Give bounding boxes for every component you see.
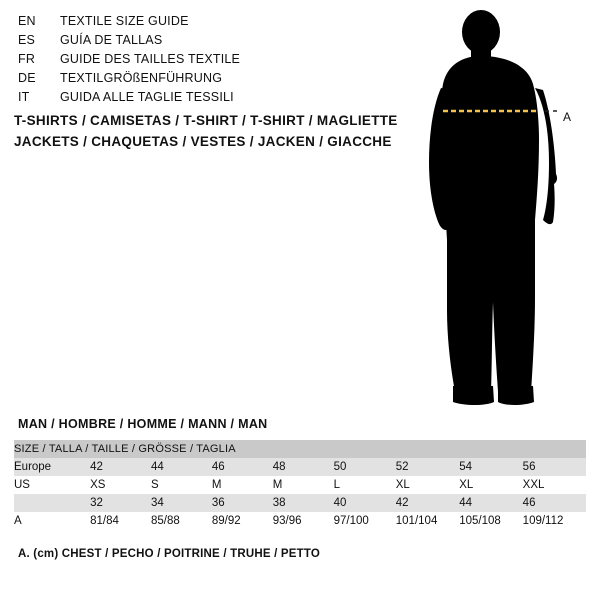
cell: 93/96	[273, 512, 334, 530]
cell: 34	[151, 494, 212, 512]
language-code: DE	[18, 71, 36, 85]
cell: XS	[90, 476, 151, 494]
cell: XXL	[523, 476, 586, 494]
language-row	[18, 14, 398, 33]
row-label: A	[14, 512, 90, 530]
category-tshirts: T-SHIRTS / CAMISETAS / T-SHIRT / T-SHIRT / MAGLIETTE	[14, 113, 398, 128]
silhouette-icon	[395, 10, 595, 410]
row-label: US	[14, 476, 90, 494]
cell: 32	[90, 494, 151, 512]
cell: 38	[273, 494, 334, 512]
cell: 105/108	[459, 512, 522, 530]
cell: 81/84	[90, 512, 151, 530]
language-text: TEXTILE SIZE GUIDE	[60, 14, 189, 28]
cell: 50	[334, 458, 396, 476]
category-jackets: JACKETS / CHAQUETAS / VESTES / JACKEN / GIACCHE	[14, 134, 392, 149]
cell: 85/88	[151, 512, 212, 530]
table-header-label: SIZE / TALLA / TAILLE / GRÖSSE / TAGLIA	[14, 440, 586, 458]
table-title: MAN / HOMBRE / HOMME / MANN / MAN	[18, 417, 268, 431]
cell: 36	[212, 494, 273, 512]
cell: S	[151, 476, 212, 494]
language-code: FR	[18, 52, 36, 66]
cell: XL	[459, 476, 522, 494]
cell: 48	[273, 458, 334, 476]
cell: XL	[396, 476, 459, 494]
row-label	[14, 494, 90, 512]
cell: 42	[396, 494, 459, 512]
table-footnote: A. (cm) CHEST / PECHO / POITRINE / TRUHE / PETTO	[18, 548, 321, 560]
cell: M	[273, 476, 334, 494]
cell: 46	[212, 458, 273, 476]
language-guide-block	[18, 14, 398, 109]
table-row	[14, 476, 586, 494]
cell: 109/112	[523, 512, 586, 530]
cell: M	[212, 476, 273, 494]
garment-category-block	[14, 110, 414, 152]
cell: 97/100	[334, 512, 396, 530]
cell: 44	[151, 458, 212, 476]
language-code: IT	[18, 90, 30, 104]
table-header-row	[14, 440, 586, 458]
cell: 52	[396, 458, 459, 476]
cell: 89/92	[212, 512, 273, 530]
cell: 44	[459, 494, 522, 512]
cell: 101/104	[396, 512, 459, 530]
cell: L	[334, 476, 396, 494]
measure-marker-label: A	[563, 110, 572, 124]
row-label: Europe	[14, 458, 90, 476]
cell: 56	[523, 458, 586, 476]
size-table	[14, 440, 586, 530]
language-text: TEXTILGRÖßENFÜHRUNG	[60, 71, 223, 85]
language-text: GUIDE DES TAILLES TEXTILE	[60, 52, 241, 66]
cell: 40	[334, 494, 396, 512]
cell: 54	[459, 458, 522, 476]
language-row	[18, 52, 398, 71]
table-row	[14, 458, 586, 476]
language-row	[18, 90, 398, 109]
male-silhouette-figure	[395, 10, 595, 410]
language-code: ES	[18, 33, 36, 47]
language-row	[18, 33, 398, 52]
table-row	[14, 494, 586, 512]
table-row	[14, 512, 586, 530]
language-text: GUÍA DE TALLAS	[60, 33, 163, 47]
language-code: EN	[18, 14, 36, 28]
cell: 46	[523, 494, 586, 512]
language-row	[18, 71, 398, 90]
language-text: GUIDA ALLE TAGLIE TESSILI	[60, 90, 234, 104]
cell: 42	[90, 458, 151, 476]
